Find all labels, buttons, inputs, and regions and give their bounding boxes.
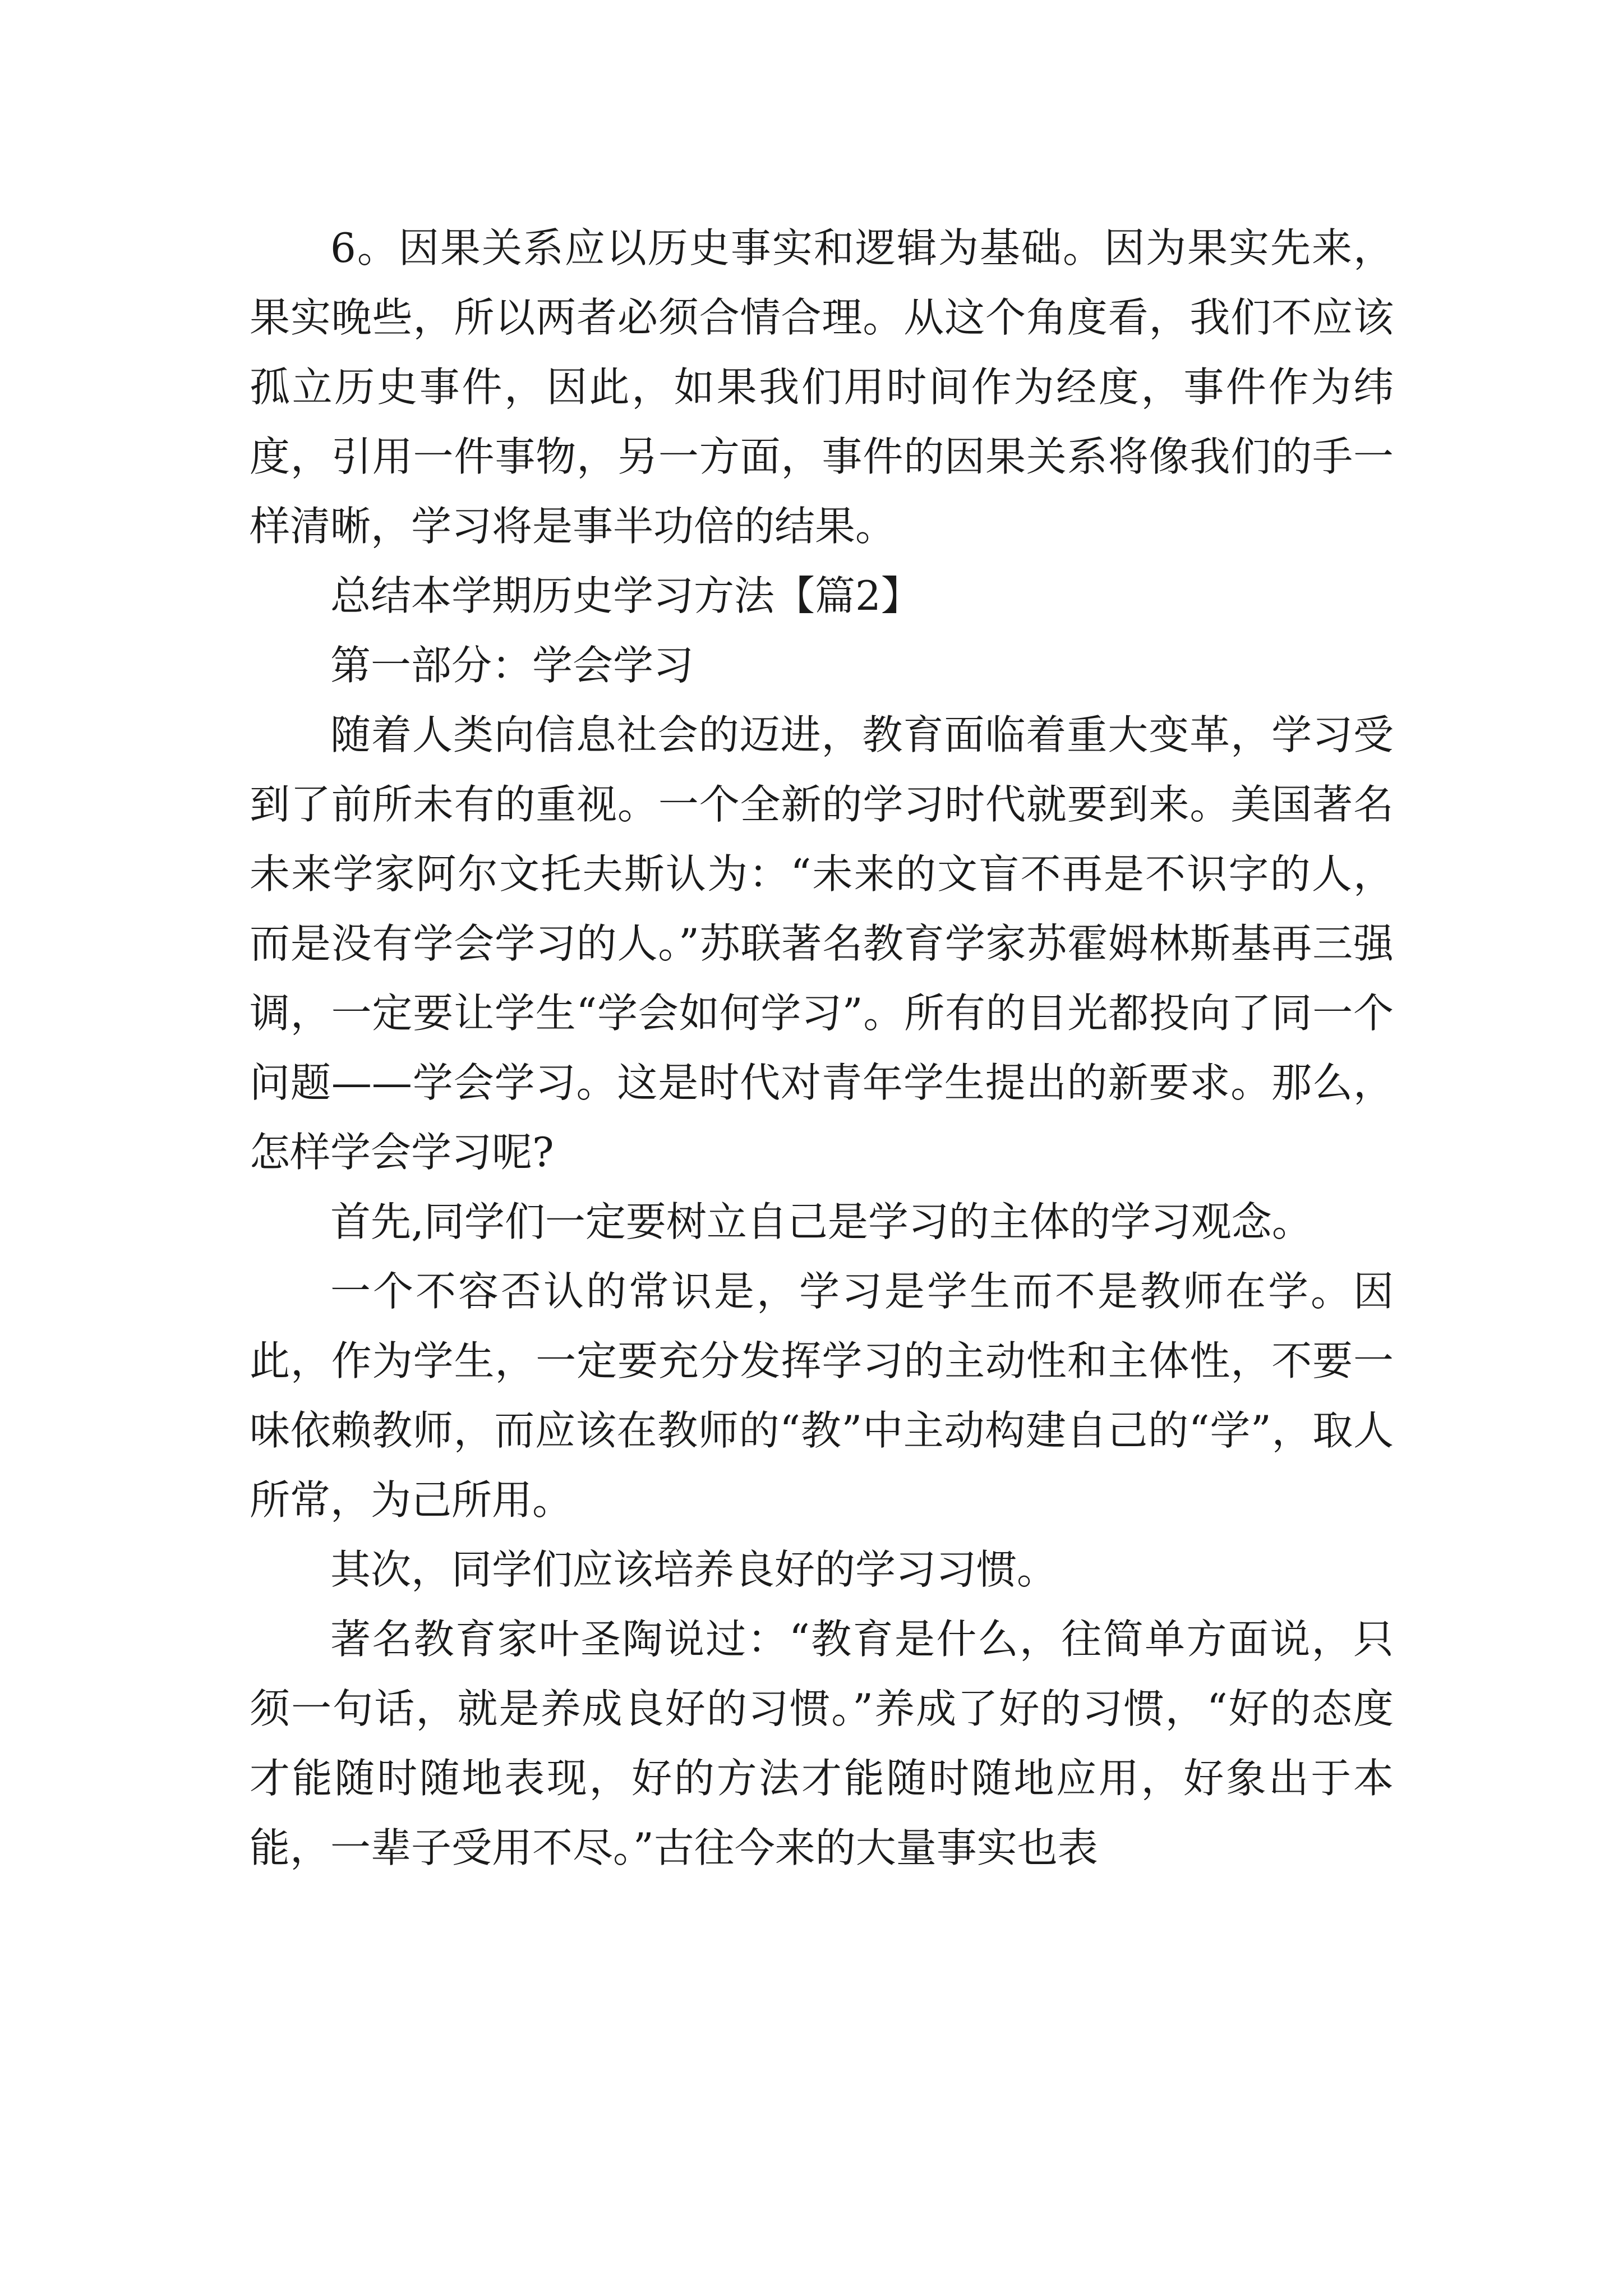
paragraph-second-point: 其次，同学们应该培养良好的学习习惯。 xyxy=(330,1546,1058,1593)
paragraph-causality: 6。因果关系应以历史事实和逻辑为基础。因为果实先来，果实晚些，所以两者必须合情合理。从这个角度看，我们不应该孤立历史事件，因此，如果我们用时间作为经度，事件作为纬度，引用一件事物，另一方面，事件的因果关系将像我们的手一样清晰，学习将是事半功倍的结果。 xyxy=(250,224,1394,550)
document-body xyxy=(250,213,1394,1883)
paragraph-learning-era: 随着人类向信息社会的迈进，教育面临着重大变革，学习受到了前所未有的重视。一个全新的学习时代就要到来。美国著名未来学家阿尔文托夫斯认为：“未来的文盲不再是不识字的人，而是没有学会学习的人。”苏联著名教育学家苏霍姆林斯基再三强调，一定要让学生“学会如何学习”。所有的目光都投向了同一个问题——学会学习。这是时代对青年学生提出的新要求。那么，怎样学会学习呢? xyxy=(250,711,1394,1176)
paragraph-common-sense: 一个不容否认的常识是，学习是学生而不是教师在学。因此，作为学生，一定要充分发挥学习的主动性和主体性，不要一味依赖教师，而应该在教师的“教”中主动构建自己的“学”，取人所常，为己所用。 xyxy=(250,1268,1394,1524)
paragraph-ye-shengtao-quote: 著名教育家叶圣陶说过：“教育是什么，往简单方面说，只须一句话，就是养成良好的习惯。”养成了好的习惯，“好的态度才能随时随地表现，好的方法才能随时随地应用，好象出于本能，一辈子受用不尽。”古往今来的大量事实也表 xyxy=(250,1616,1394,1871)
paragraph-first-point: 首先,同学们一定要树立自己是学习的主体的学习观念。 xyxy=(330,1198,1312,1245)
part-title: 第一部分：学会学习 xyxy=(330,642,694,689)
section-title: 总结本学期历史学习方法【篇2】 xyxy=(330,572,921,619)
